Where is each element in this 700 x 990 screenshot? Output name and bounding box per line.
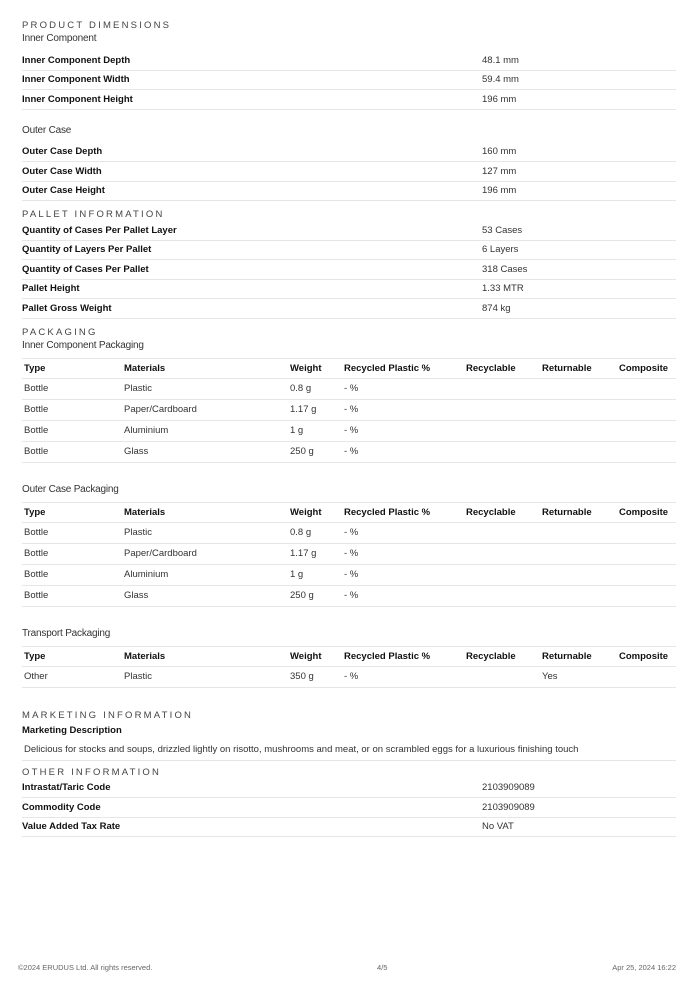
table-cell [617,378,676,399]
table-cell: 1.17 g [288,543,342,564]
table-header-row [22,358,676,378]
column-header: Returnable [540,358,617,378]
product-spec-page [22,20,676,837]
table-cell: Other [22,666,122,687]
table-cell [464,543,540,564]
table-cell: Plastic [122,522,288,543]
table-row [22,564,676,585]
column-header: Recyclable [464,502,540,522]
dimensions-heading: PRODUCT DIMENSIONS [22,20,172,31]
table-cell: Bottle [22,420,122,441]
table-cell [464,564,540,585]
kv-label: Inner Component Height [22,93,133,105]
table-cell: - % [342,543,464,564]
packaging-table-inner [22,358,676,463]
column-header: Type [22,646,122,666]
table-cell: Paper/Cardboard [122,543,288,564]
kv-label: Inner Component Depth [22,54,131,66]
table-cell [617,543,676,564]
kv-value: 53 Cases [482,224,523,236]
table-cell: - % [342,666,464,687]
column-header: Composite [617,358,676,378]
table-cell [540,420,617,441]
marketing-description-label: Marketing Description [22,724,122,736]
packaging-table-outer [22,502,676,607]
kv-label: Pallet Height [22,283,80,295]
table-cell: 1.17 g [288,399,342,420]
inner-component-title: Inner Component [22,33,97,44]
kv-row [22,90,676,110]
table-cell: Bottle [22,585,122,606]
kv-row [22,71,676,91]
table-cell [617,399,676,420]
table-cell: - % [342,585,464,606]
table-cell: 0.8 g [288,522,342,543]
table-cell [464,585,540,606]
column-header: Returnable [540,502,617,522]
table-row [22,420,676,441]
table-cell [464,399,540,420]
table-cell: Bottle [22,564,122,585]
table-row [22,666,676,687]
column-header: Recycled Plastic % [342,358,464,378]
kv-label: Outer Case Depth [22,146,103,158]
table-cell: Glass [122,441,288,462]
column-header: Composite [617,646,676,666]
column-header: Recyclable [464,358,540,378]
table-cell: Plastic [122,666,288,687]
kv-label: Outer Case Height [22,185,105,197]
table-cell: - % [342,522,464,543]
kv-row [22,280,676,300]
kv-value: 2103909089 [482,801,535,813]
kv-row [22,299,676,319]
table-cell [617,666,676,687]
table-cell: Plastic [122,378,288,399]
packaging-group-title: Outer Case Packaging [22,483,119,495]
other-heading: OTHER INFORMATION [22,766,162,778]
kv-value: 59.4 mm [482,74,519,86]
kv-row [22,162,676,182]
table-cell: - % [342,399,464,420]
column-header: Weight [288,502,342,522]
table-row [22,585,676,606]
table-cell [464,441,540,462]
kv-label: Pallet Gross Weight [22,302,112,314]
footer-page-number: 4/5 [377,963,388,972]
kv-value: 196 mm [482,93,517,105]
column-header: Materials [122,646,288,666]
column-header: Materials [122,502,288,522]
kv-label: Quantity of Cases Per Pallet [22,263,149,275]
column-header: Composite [617,502,676,522]
kv-value: 1.33 MTR [482,283,524,295]
table-row [22,378,676,399]
kv-value: 318 Cases [482,263,528,275]
table-cell [617,441,676,462]
column-header: Returnable [540,646,617,666]
table-cell: - % [342,564,464,585]
table-cell: Aluminium [122,564,288,585]
packaging-group-title: Inner Component Packaging [22,339,144,351]
kv-label: Commodity Code [22,801,101,813]
table-cell [617,585,676,606]
other-list [22,779,676,838]
table-cell [540,585,617,606]
table-cell [617,564,676,585]
kv-row [22,818,676,838]
column-header: Recyclable [464,646,540,666]
table-row [22,543,676,564]
table-cell [540,564,617,585]
kv-row [22,221,676,241]
table-cell: Paper/Cardboard [122,399,288,420]
table-cell: - % [342,420,464,441]
table-cell: Glass [122,585,288,606]
kv-value: 127 mm [482,165,517,177]
kv-row [22,143,676,163]
table-cell: 0.8 g [288,378,342,399]
table-cell [540,441,617,462]
column-header: Materials [122,358,288,378]
packaging-group-title: Transport Packaging [22,627,111,639]
kv-value: 160 mm [482,146,517,158]
table-cell: Bottle [22,543,122,564]
page-footer [18,963,676,972]
marketing-description-text: Delicious for stocks and soups, drizzled lightly on risotto, mushrooms and meat, or on scrambled eggs for a luxurious finishing touch [22,740,676,761]
packaging-table-transport [22,646,676,688]
table-cell: 250 g [288,441,342,462]
table-header-row [22,502,676,522]
kv-row [22,260,676,280]
table-cell [464,420,540,441]
table-cell [540,378,617,399]
pallet-list [22,221,676,319]
kv-label: Inner Component Width [22,74,130,86]
kv-row [22,182,676,202]
table-cell: Aluminium [122,420,288,441]
footer-timestamp: Apr 25, 2024 16:22 [612,963,676,972]
kv-value: No VAT [482,821,514,833]
table-cell: - % [342,378,464,399]
footer-copyright: ©2024 ERUDUS Ltd. All rights reserved. [18,963,153,972]
column-header: Recycled Plastic % [342,502,464,522]
table-cell: - % [342,441,464,462]
table-cell [464,666,540,687]
table-cell: Yes [540,666,617,687]
table-cell: Bottle [22,399,122,420]
outer-case-title: Outer Case [22,124,72,136]
marketing-heading: MARKETING INFORMATION [22,709,194,721]
kv-row [22,51,676,71]
table-cell [617,522,676,543]
kv-label: Quantity of Layers Per Pallet [22,244,152,256]
kv-value: 874 kg [482,302,511,314]
table-cell [617,420,676,441]
outer-dimensions-list [22,143,676,202]
table-row [22,399,676,420]
kv-label: Value Added Tax Rate [22,821,121,833]
kv-row [22,798,676,818]
table-cell [540,399,617,420]
kv-label: Quantity of Cases Per Pallet Layer [22,224,177,236]
table-cell: Bottle [22,378,122,399]
table-cell: Bottle [22,441,122,462]
kv-value: 2103909089 [482,782,535,794]
kv-row [22,779,676,799]
table-cell [540,522,617,543]
kv-label: Outer Case Width [22,165,102,177]
inner-dimensions-list [22,51,676,110]
column-header: Weight [288,358,342,378]
packaging-heading: PACKAGING [22,326,98,338]
column-header: Type [22,502,122,522]
table-cell [464,522,540,543]
column-header: Weight [288,646,342,666]
table-row [22,522,676,543]
table-cell [540,543,617,564]
table-header-row [22,646,676,666]
kv-value: 196 mm [482,185,517,197]
column-header: Type [22,358,122,378]
pallet-heading: PALLET INFORMATION [22,209,165,220]
table-cell: 350 g [288,666,342,687]
column-header: Recycled Plastic % [342,646,464,666]
table-cell: 1 g [288,564,342,585]
kv-value: 6 Layers [482,244,519,256]
kv-label: Intrastat/Taric Code [22,782,111,794]
kv-row [22,241,676,261]
table-cell: 250 g [288,585,342,606]
table-row [22,441,676,462]
table-cell: Bottle [22,522,122,543]
kv-value: 48.1 mm [482,54,519,66]
table-cell: 1 g [288,420,342,441]
table-cell [464,378,540,399]
